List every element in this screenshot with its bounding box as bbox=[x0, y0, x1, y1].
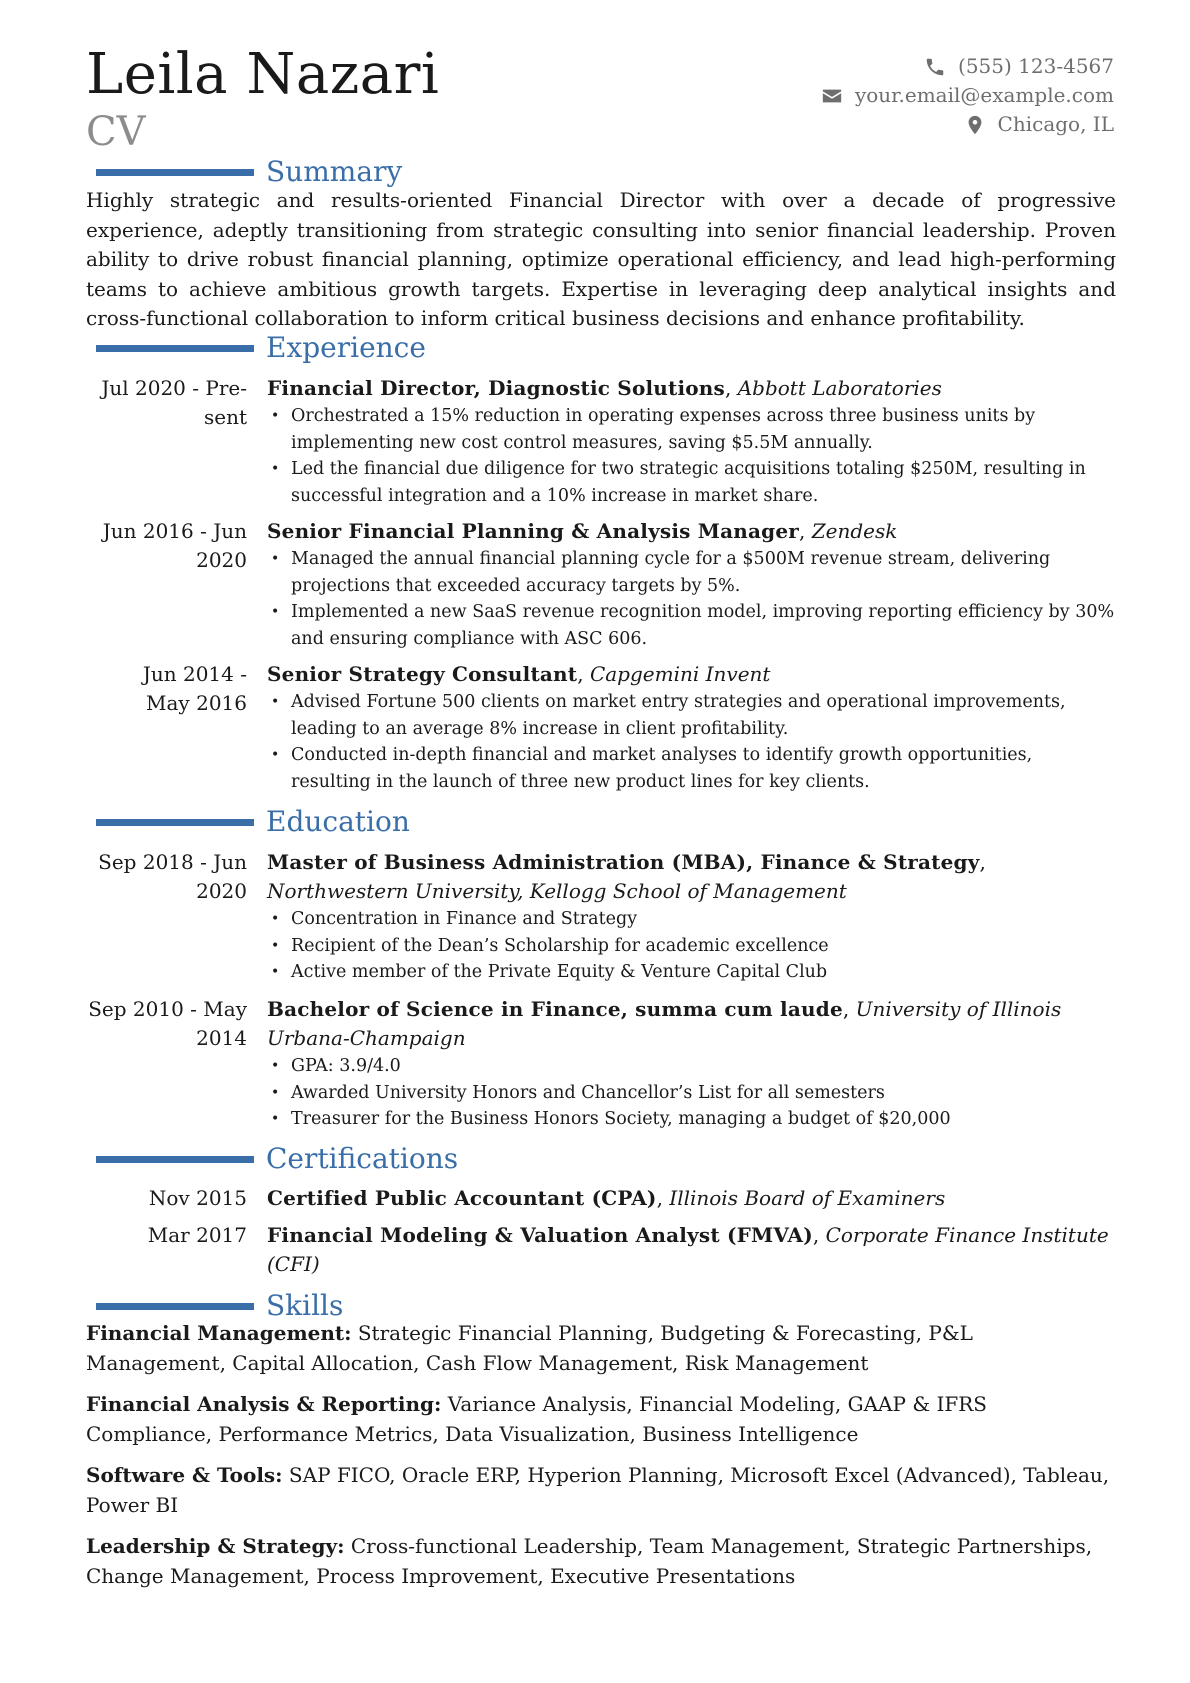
section-title: Summary bbox=[266, 155, 403, 188]
skill-label: Leadership & Strategy: bbox=[86, 1534, 345, 1558]
entry-date: Mar 2017 bbox=[147, 1223, 247, 1247]
section-bar bbox=[96, 1156, 254, 1163]
contact-email bbox=[821, 81, 1114, 110]
contact-block bbox=[821, 52, 1114, 139]
location-text: Chicago, IL bbox=[997, 112, 1114, 136]
candidate-name: Leila Nazari bbox=[86, 42, 440, 107]
entry-title: Certified Public Accountant (CPA), Illinois Board of Examiners bbox=[267, 1186, 946, 1210]
email-text[interactable]: your.email@example.com bbox=[854, 83, 1114, 107]
entry-date: Jun 2016 - Jun 2020 bbox=[102, 519, 247, 572]
section-bar bbox=[96, 169, 254, 176]
bullet-item: • Treasurer for the Business Honors Society, managing a budget of $20,000 bbox=[291, 1106, 1116, 1133]
skill-list: SAP FICO, Oracle ERP, Hyperion Planning, Microsoft Excel (Advanced), Tableau, Power BI bbox=[86, 1463, 1110, 1517]
skill-label: Financial Analysis & Reporting: bbox=[86, 1392, 442, 1416]
bullet-item: • Concentration in Finance and Strategy bbox=[291, 906, 1116, 933]
entry-title: Bachelor of Science in Finance, summa cum laude, University of Illinois Urbana-Champaign bbox=[267, 997, 1062, 1050]
entry-bullets bbox=[267, 689, 1116, 795]
section-title: Skills bbox=[266, 1289, 344, 1322]
skill-group bbox=[86, 1532, 1116, 1591]
bullet-item: • Orchestrated a 15% reduction in operating expenses across three business units by implementing new cost control measures, saving $5.5M annually. bbox=[291, 403, 1116, 456]
entry-date: Nov 2015 bbox=[148, 1186, 247, 1210]
skill-group bbox=[86, 1461, 1116, 1520]
section-title: Education bbox=[266, 805, 410, 838]
section-heading-experience bbox=[96, 331, 426, 365]
map-pin-icon bbox=[964, 114, 986, 136]
skill-group bbox=[86, 1390, 1116, 1449]
section-bar bbox=[96, 819, 254, 826]
entry-bullets bbox=[267, 1053, 1116, 1133]
section-heading-certifications bbox=[96, 1142, 458, 1176]
bullet-item: • Active member of the Private Equity & Venture Capital Club bbox=[291, 959, 1116, 986]
contact-location bbox=[821, 110, 1114, 139]
bullet-item: • Awarded University Honors and Chancellor’s List for all semesters bbox=[291, 1080, 1116, 1107]
entry-date: Jun 2014 - May 2016 bbox=[142, 662, 247, 715]
entry-bullets bbox=[267, 906, 1116, 986]
entry-bullets bbox=[267, 403, 1116, 509]
phone-icon bbox=[924, 56, 946, 78]
entry-bullets bbox=[267, 546, 1116, 652]
bullet-item: • Advised Fortune 500 clients on market entry strategies and operational improvements, leading to an average 8% increase in client profitability. bbox=[291, 689, 1116, 742]
section-title: Experience bbox=[266, 331, 426, 364]
entry-title: Senior Strategy Consultant, Capgemini Invent bbox=[267, 662, 771, 686]
entry-title: Senior Financial Planning & Analysis Manager, Zendesk bbox=[267, 519, 898, 543]
bullet-item: • Implemented a new SaaS revenue recognition model, improving reporting efficiency by 30% and ensuring compliance with ASC 606. bbox=[291, 599, 1116, 652]
entry-body bbox=[267, 848, 1116, 986]
entry-date: Sep 2010 - May 2014 bbox=[88, 997, 247, 1050]
contact-phone bbox=[821, 52, 1114, 81]
skill-label: Software & Tools: bbox=[86, 1463, 283, 1487]
entry-title: Master of Business Administration (MBA), Finance & Strategy, Northwestern University, Kellogg School of Management bbox=[267, 850, 986, 903]
section-bar bbox=[96, 345, 254, 352]
entry-body bbox=[267, 1221, 1116, 1279]
entry-title: Financial Director, Diagnostic Solutions, Abbott Laboratories bbox=[267, 376, 942, 400]
entry-body bbox=[267, 995, 1116, 1133]
section-title: Certifications bbox=[266, 1142, 459, 1175]
entry-body bbox=[267, 660, 1116, 795]
section-heading-skills bbox=[96, 1289, 343, 1323]
entry-body bbox=[267, 1184, 1116, 1213]
summary-text: Highly strategic and results-oriented Financial Director with over a decade of progressive experience, adeptly transitioning from strategic consulting into senior financial leadership. Proven ability to drive robust financial planning, optimize operational efficiency, and lead high-performing teams to achieve ambitious growth targets. Expertise in leveraging deep analytical insights and cross-functional collaboration to inform critical business decisions and enhance profitability. bbox=[86, 188, 1116, 330]
skill-list: Variance Analysis, Financial Modeling, GAAP & IFRS Compliance, Performance Metrics, Data Visualization, Business Intelligence bbox=[86, 1392, 988, 1446]
skill-list: Strategic Financial Planning, Budgeting & Forecasting, P&L Management, Capital Allocation, Cash Flow Management, Risk Management bbox=[86, 1321, 973, 1375]
section-heading-education bbox=[96, 805, 410, 839]
entry-body bbox=[267, 374, 1116, 509]
skill-list: Cross-functional Leadership, Team Management, Strategic Partnerships, Change Management, Process Improvement, Executive Presentations bbox=[86, 1534, 1093, 1588]
bullet-item: • Managed the annual financial planning cycle for a $500M revenue stream, delivering projections that exceeded accuracy targets by 5%. bbox=[291, 546, 1116, 599]
section-heading-summary bbox=[96, 155, 402, 189]
section-bar bbox=[96, 1303, 254, 1310]
bullet-item: • Led the financial due diligence for two strategic acquisitions totaling $250M, resulting in successful integration and a 10% increase in market share. bbox=[291, 456, 1116, 509]
skill-label: Financial Management: bbox=[86, 1321, 352, 1345]
skill-group bbox=[86, 1319, 1116, 1378]
phone-text[interactable]: (555) 123-4567 bbox=[958, 54, 1114, 78]
envelope-icon bbox=[821, 85, 843, 107]
document-type: CV bbox=[86, 109, 146, 155]
entry-title: Financial Modeling & Valuation Analyst (FMVA), Corporate Finance Institute (CFI) bbox=[267, 1223, 1109, 1276]
bullet-item: • GPA: 3.9/4.0 bbox=[291, 1053, 1116, 1080]
bullet-item: • Conducted in-depth financial and market analyses to identify growth opportunities, resulting in the launch of three new product lines for key clients. bbox=[291, 742, 1116, 795]
entry-body bbox=[267, 517, 1116, 652]
entry-date: Sep 2018 - Jun 2020 bbox=[98, 850, 247, 903]
bullet-item: • Recipient of the Dean’s Scholarship for academic excellence bbox=[291, 933, 1116, 960]
entry-date: Jul 2020 - Pre- sent bbox=[101, 376, 247, 429]
